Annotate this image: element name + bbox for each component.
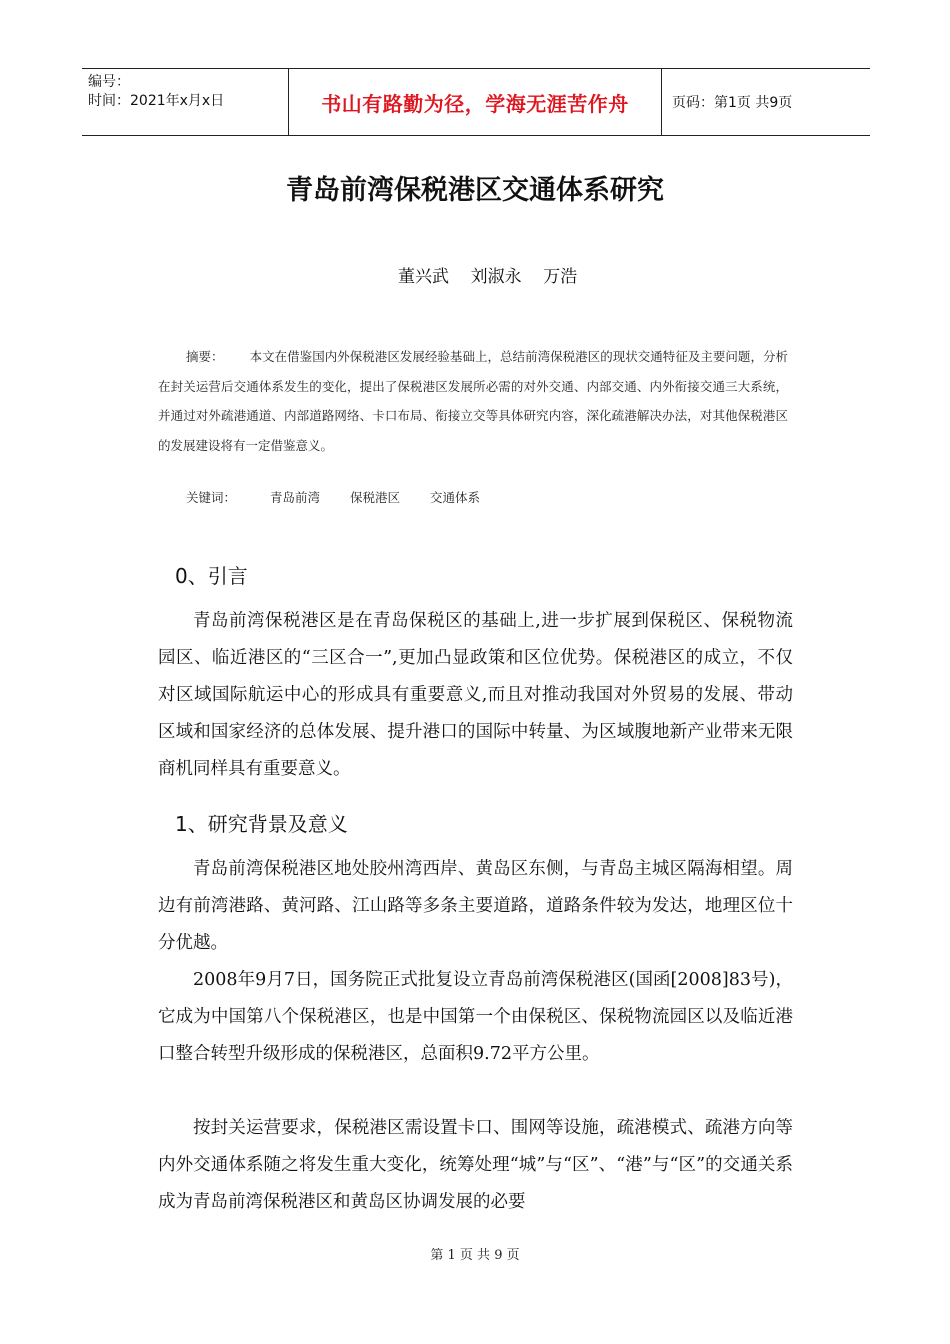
page-header	[82, 68, 870, 136]
paragraph: 青岛前湾保税港区地处胶州湾西岸、黄岛区东侧，与青岛主城区隔海相望。周边有前湾港路、黄河路、江山路等多条主要道路，道路条件较为发达，地理区位十分优越。	[158, 859, 793, 953]
header-meta	[82, 69, 288, 135]
abstract-text: 本文在借鉴国内外保税港区发展经验基础上，总结前湾保税港区的现状交通特征及主要问题，分析在封关运营后交通体系发生的变化，提出了保税港区发展所必需的对外交通、内部交通、内外衔接交通三大系统，并通过对外疏港通道、内部道路网络、卡口布局、衔接立交等具体研究内容，深化疏港解决办法，对其他保税港区的发展建设将有一定借鉴意义。	[158, 349, 788, 453]
keyword-item: 交通体系	[430, 490, 481, 505]
keywords-label: 关键词：	[186, 490, 237, 505]
page-footer: 第 1 页 共 9 页	[430, 1248, 520, 1263]
keyword-item: 保税港区	[350, 490, 401, 505]
document-authors: 董兴武 刘淑永 万浩	[398, 267, 578, 287]
document-title: 青岛前湾保税港区交通体系研究	[286, 175, 664, 206]
paragraph: 青岛前湾保税港区是在青岛保税区的基础上,进一步扩展到保税区、保税物流园区、临近港区的“三区合一”,更加凸显政策和区位优势。保税港区的成立，不仅对区域国际航运中心的形成具有重要意义,而且对推动我国对外贸易的发展、带动区域和国家经济的总体发展、提升港口的国际中转量、为区域腹地新产业带来无限商机同样具有重要意义。	[158, 611, 793, 779]
keyword-item: 青岛前湾	[270, 490, 321, 505]
section-heading-introduction: 0、引言	[175, 564, 248, 588]
document-number-label: 编号：	[88, 74, 130, 90]
header-page-info: 页码：第1页 共9页	[672, 95, 793, 111]
paragraph: 2008年9月7日，国务院正式批复设立青岛前湾保税港区(国函[2008]83号)，它成为中国第八个保税港区，也是中国第一个由保税区、保税物流园区以及临近港口整合转型升级形成的保税港区，总面积9.72平方公里。	[158, 970, 793, 1064]
section-heading-background: 1、研究背景及意义	[175, 812, 348, 836]
abstract-label: 摘要：	[186, 349, 224, 364]
header-motto: 书山有路勤为径，学海无涯苦作舟	[288, 69, 662, 135]
paragraph: 按封关运营要求，保税港区需设置卡口、围网等设施，疏港模式、疏港方向等内外交通体系随之将发生重大变化，统筹处理“城”与“区”、“港”与“区”的交通关系成为青岛前湾保税港区和黄岛区协调发展的必要	[158, 1118, 793, 1212]
document-time-label: 时间：2021年x月x日	[88, 93, 225, 109]
abstract	[158, 342, 788, 460]
keywords	[186, 488, 506, 506]
